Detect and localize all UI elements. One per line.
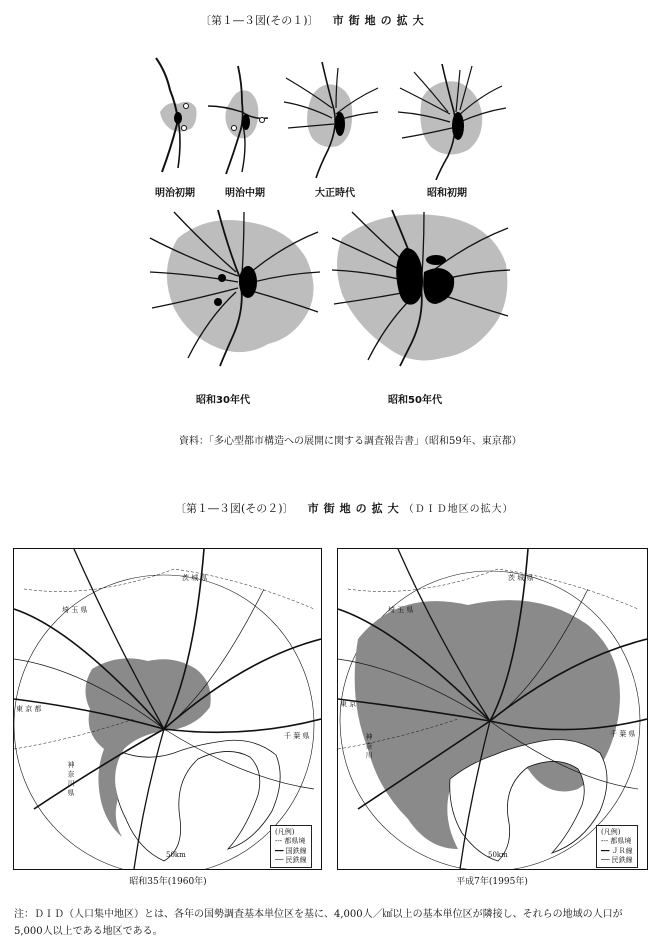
legend-thick-line-icon: ━━ <box>275 846 284 855</box>
figure2-title <box>175 500 514 516</box>
did-1960-label-ibaraki: 茨 城 県 <box>182 574 208 582</box>
figure2-title-sub: （ＤＩＤ地区の拡大） <box>403 504 514 515</box>
did-1960-caption: 昭和35年(1960年) <box>129 877 207 887</box>
did-1995-label-saitama: 埼 玉 県 <box>388 606 414 614</box>
map-showa30 <box>148 208 323 368</box>
did-1995-label-tokyo: 東 京 <box>340 700 357 708</box>
did-1995-label-radius: 50km <box>488 851 508 859</box>
map-meiji-mid <box>208 62 288 180</box>
did-1960-legend-title: (凡例) <box>275 828 295 836</box>
era-label-meiji-early: 明治初期 <box>155 188 195 199</box>
did-1995-label-ibaraki: 茨 城 県 <box>508 574 534 582</box>
era-label-showa50: 昭和50年代 <box>388 395 442 406</box>
did-1995-legend-title: (凡例) <box>601 828 621 836</box>
figure2-title-main: 市街地の拡大 <box>307 502 404 515</box>
legend-thick-line-icon: ━━ <box>601 846 610 855</box>
did-1995-caption: 平成7年(1995年) <box>456 877 528 887</box>
legend-dash-icon: ‐‐‐ <box>275 837 283 845</box>
legend-thin-line-icon: ── <box>601 856 610 864</box>
era-label-meiji-mid: 明治中期 <box>225 188 265 199</box>
did-1960-label-chiba: 千 葉 県 <box>284 732 310 740</box>
did-1960-legend <box>270 825 312 868</box>
did-1960-label-radius: 50km <box>166 851 186 859</box>
era-label-showa-early: 昭和初期 <box>427 188 467 199</box>
did-1960-legend-rail: 国鉄線 <box>285 847 307 855</box>
did-1995-label-kanagawa: 神 奈 川 <box>365 733 373 759</box>
era-label-taisho: 大正時代 <box>315 188 355 199</box>
did-1995-legend-private: 民鉄線 <box>611 856 633 864</box>
did-1960-label-kanagawa: 神 奈 川 県 <box>67 761 75 796</box>
did-1995-label-chiba: 千 葉 県 <box>610 730 636 738</box>
figure1-title <box>200 12 429 28</box>
did-map-1995-graphic <box>338 549 647 869</box>
legend-dash-icon: ‐‐‐ <box>601 837 609 845</box>
did-1960-label-saitama: 埼 玉 県 <box>62 606 88 614</box>
did-1960-legend-border: 都県境 <box>284 837 306 845</box>
did-map-1960 <box>13 548 322 870</box>
figure1-source: 資料：「多心型都市構造への展開に関する調査報告書」（昭和59年、東京都） <box>179 436 522 447</box>
legend-thin-line-icon: ── <box>275 856 284 864</box>
did-map-1995 <box>337 548 648 870</box>
did-1960-legend-private: 民鉄線 <box>285 856 307 864</box>
figure1-title-main: 市街地の拡大 <box>332 14 429 27</box>
footnote: 注：ＤＩＤ（人口集中地区）とは、各年の国勢調査基本単位区を基に、4,000人／㎢以上の基本単位区が隣接し、それらの地域の人口が5,000人以上である地区である。 <box>14 909 623 937</box>
did-1995-legend <box>596 825 638 868</box>
did-map-1960-graphic <box>14 549 321 869</box>
map-showa-early <box>398 62 508 180</box>
map-showa50 <box>332 208 512 368</box>
era-label-showa30: 昭和30年代 <box>196 395 250 406</box>
figure2-title-prefix: 〔第１―３図(その２)〕 <box>175 502 294 515</box>
did-1995-legend-border: 都県境 <box>610 837 632 845</box>
did-1995-legend-rail: ＪＲ線 <box>611 847 633 855</box>
did-1960-label-tokyo: 東 京 都 <box>16 705 42 713</box>
figure1-title-prefix: 〔第１―３図(その１)〕 <box>200 14 319 27</box>
map-taisho <box>282 58 382 180</box>
